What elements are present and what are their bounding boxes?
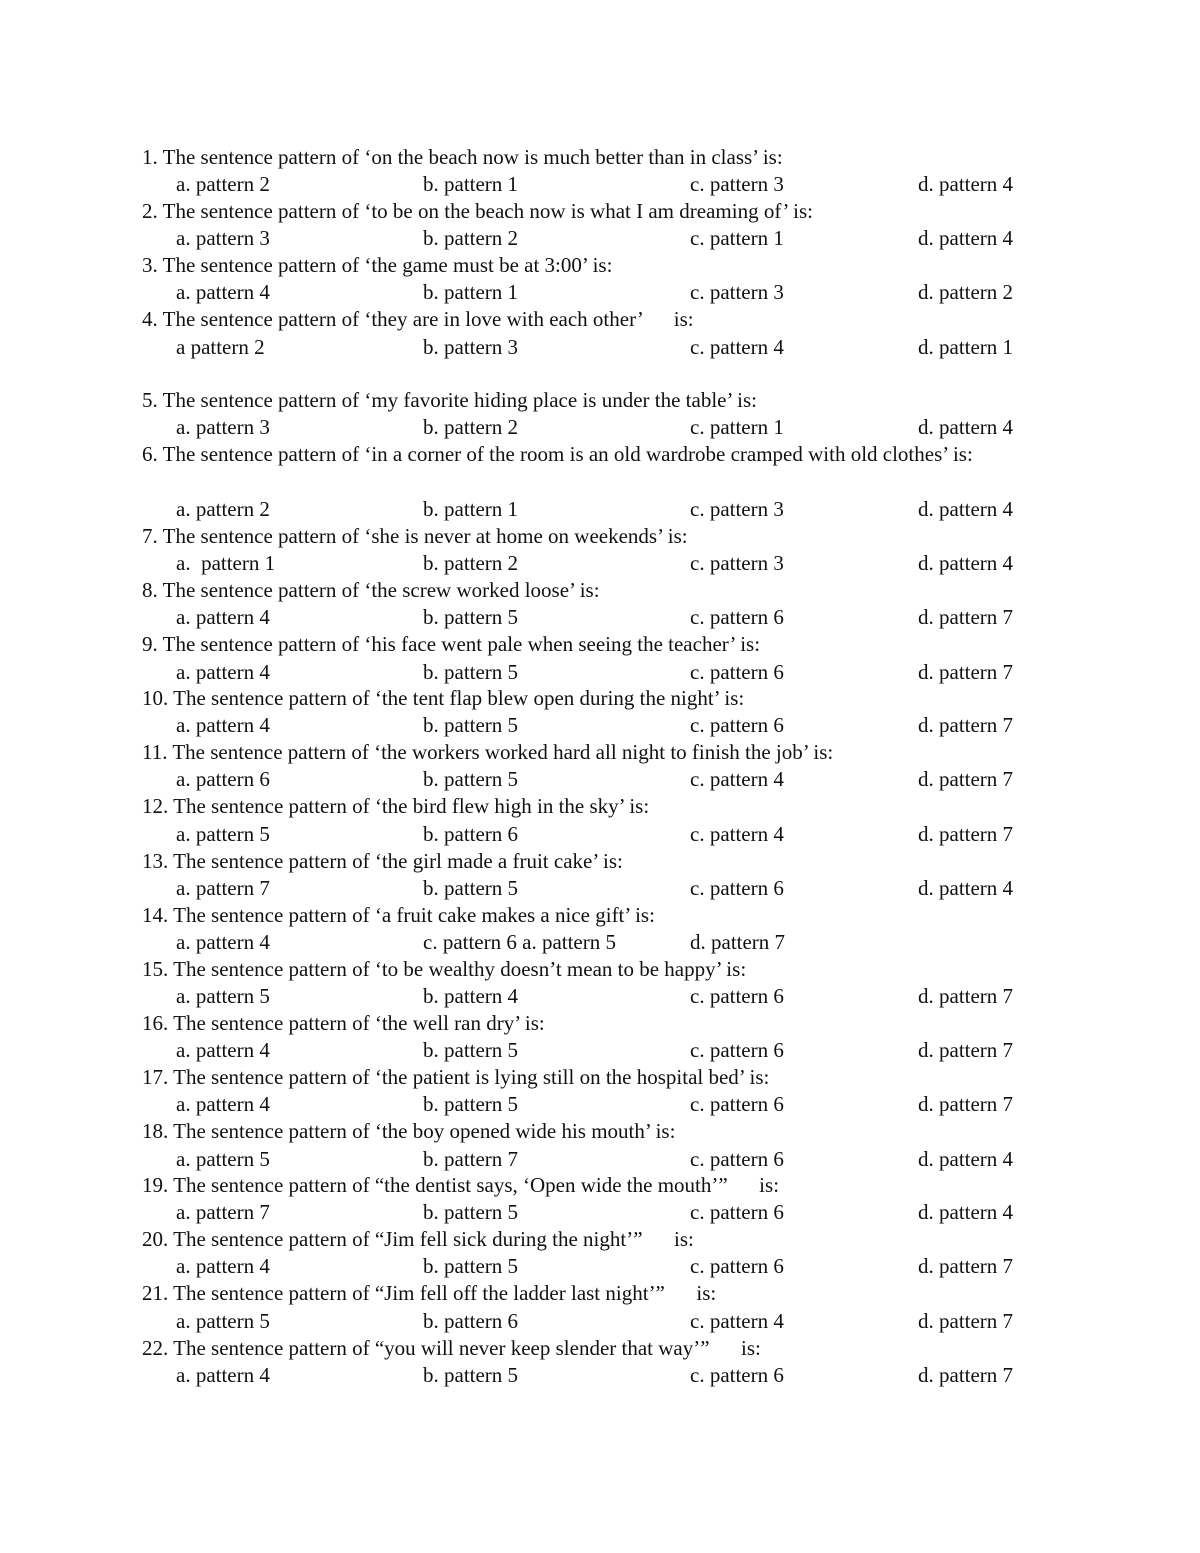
- question-text: 12. The sentence pattern of ‘the bird flew high in the sky’ is:: [142, 794, 650, 818]
- option-c: c. pattern 6: [690, 605, 784, 629]
- option-b: b. pattern 6: [423, 822, 519, 846]
- question-text: 21. The sentence pattern of “Jim fell off the ladder last night’” is:: [142, 1281, 717, 1305]
- option-a: a. pattern 3: [176, 226, 270, 250]
- question-text: 3. The sentence pattern of ‘the game must be at 3:00’ is:: [142, 253, 613, 277]
- question-text: 9. The sentence pattern of ‘his face went pale when seeing the teacher’ is:: [142, 632, 761, 656]
- option-a: a. pattern 5: [176, 984, 270, 1008]
- question-text: 13. The sentence pattern of ‘the girl made a fruit cake’ is:: [142, 849, 623, 873]
- option-a: a. pattern 3: [176, 415, 270, 439]
- option-c: c. pattern 6: [690, 1363, 784, 1387]
- question-text: 10. The sentence pattern of ‘the tent flap blew open during the night’ is:: [142, 686, 745, 710]
- question-text: 17. The sentence pattern of ‘the patient is lying still on the hospital bed’ is:: [142, 1065, 770, 1089]
- option-d: d. pattern 7: [690, 930, 786, 954]
- option-d: d. pattern 4: [918, 551, 1014, 575]
- option-d: d. pattern 7: [918, 822, 1014, 846]
- option-d: d. pattern 7: [918, 1038, 1014, 1062]
- option-c: c. pattern 6: [690, 1038, 784, 1062]
- option-d: d. pattern 4: [918, 226, 1014, 250]
- option-c: c. pattern 6: [690, 660, 784, 684]
- option-b: b. pattern 1: [423, 497, 519, 521]
- question-text: 20. The sentence pattern of “Jim fell sick during the night’” is:: [142, 1227, 694, 1251]
- option-a: a. pattern 5: [176, 1309, 270, 1333]
- option-a: a. pattern 4: [176, 280, 270, 304]
- option-d: d. pattern 7: [918, 1309, 1014, 1333]
- option-a: a. pattern 4: [176, 605, 270, 629]
- option-b: b. pattern 1: [423, 280, 519, 304]
- option-c: c. pattern 4: [690, 335, 784, 359]
- option-a: a. pattern 7: [176, 876, 270, 900]
- option-d: d. pattern 4: [918, 1147, 1014, 1171]
- option-b: b. pattern 2: [423, 415, 519, 439]
- option-b: b. pattern 5: [423, 713, 519, 737]
- option-c: c. pattern 6: [690, 1254, 784, 1278]
- option-c: c. pattern 4: [690, 822, 784, 846]
- option-d: d. pattern 7: [918, 1092, 1014, 1116]
- option-c: c. pattern 6: [690, 984, 784, 1008]
- question-text: 19. The sentence pattern of “the dentist says, ‘Open wide the mouth’” is:: [142, 1173, 780, 1197]
- option-c: c. pattern 4: [690, 767, 784, 791]
- option-c: c. pattern 6: [690, 1092, 784, 1116]
- option-b: b. pattern 5: [423, 1092, 519, 1116]
- question-text: 14. The sentence pattern of ‘a fruit cake makes a nice gift’ is:: [142, 903, 655, 927]
- option-a: a. pattern 2: [176, 497, 270, 521]
- question-text: 16. The sentence pattern of ‘the well ran dry’ is:: [142, 1011, 545, 1035]
- option-a: a. pattern 7: [176, 1200, 270, 1224]
- option-a: a. pattern 4: [176, 1038, 270, 1062]
- option-b: b. pattern 5: [423, 767, 519, 791]
- option-b: b. pattern 5: [423, 605, 519, 629]
- option-c: c. pattern 3: [690, 551, 784, 575]
- option-b: b. pattern 4: [423, 984, 519, 1008]
- question-text: 4. The sentence pattern of ‘they are in love with each other’ is:: [142, 307, 694, 331]
- option-d: d. pattern 4: [918, 1200, 1014, 1224]
- option-b: b. pattern 5: [423, 1363, 519, 1387]
- question-text: 6. The sentence pattern of ‘in a corner of the room is an old wardrobe cramped with old clothes’ is:: [142, 442, 973, 466]
- option-a: a. pattern 4: [176, 1254, 270, 1278]
- option-a: a. pattern 4: [176, 1363, 270, 1387]
- option-d: d. pattern 4: [918, 415, 1014, 439]
- option-c: c. pattern 1: [690, 415, 784, 439]
- option-a: a. pattern 4: [176, 713, 270, 737]
- option-c-a: c. pattern 6 a. pattern 5: [423, 930, 616, 954]
- option-d: d. pattern 7: [918, 660, 1014, 684]
- question-text: 15. The sentence pattern of ‘to be wealthy doesn’t mean to be happy’ is:: [142, 957, 747, 981]
- option-a: a. pattern 4: [176, 930, 270, 954]
- option-d: d. pattern 2: [918, 280, 1014, 304]
- option-b: b. pattern 7: [423, 1147, 519, 1171]
- option-b: b. pattern 3: [423, 335, 519, 359]
- option-a: a. pattern 4: [176, 660, 270, 684]
- option-c: c. pattern 6: [690, 713, 784, 737]
- option-c: c. pattern 6: [690, 876, 784, 900]
- option-a: a. pattern 5: [176, 822, 270, 846]
- option-a: a. pattern 6: [176, 767, 270, 791]
- option-a: a pattern 2: [176, 335, 265, 359]
- option-d: d. pattern 7: [918, 767, 1014, 791]
- option-b: b. pattern 5: [423, 1200, 519, 1224]
- option-a: a. pattern 5: [176, 1147, 270, 1171]
- option-b: b. pattern 2: [423, 551, 519, 575]
- option-d: d. pattern 7: [918, 1363, 1014, 1387]
- option-c: c. pattern 1: [690, 226, 784, 250]
- question-text: 2. The sentence pattern of ‘to be on the beach now is what I am dreaming of’ is:: [142, 199, 813, 223]
- option-d: d. pattern 7: [918, 1254, 1014, 1278]
- option-b: b. pattern 5: [423, 1254, 519, 1278]
- question-text: 8. The sentence pattern of ‘the screw worked loose’ is:: [142, 578, 600, 602]
- option-d: d. pattern 4: [918, 172, 1014, 196]
- option-d: d. pattern 7: [918, 984, 1014, 1008]
- option-c: c. pattern 6: [690, 1200, 784, 1224]
- option-c: c. pattern 3: [690, 280, 784, 304]
- question-text: 1. The sentence pattern of ‘on the beach now is much better than in class’ is:: [142, 145, 783, 169]
- option-a: a. pattern 2: [176, 172, 270, 196]
- option-c: c. pattern 4: [690, 1309, 784, 1333]
- option-d: d. pattern 4: [918, 876, 1014, 900]
- option-c: c. pattern 3: [690, 497, 784, 521]
- option-b: b. pattern 6: [423, 1309, 519, 1333]
- option-d: d. pattern 4: [918, 497, 1014, 521]
- question-text: 5. The sentence pattern of ‘my favorite hiding place is under the table’ is:: [142, 388, 758, 412]
- option-c: c. pattern 6: [690, 1147, 784, 1171]
- option-d: d. pattern 7: [918, 605, 1014, 629]
- option-a: a. pattern 1: [176, 551, 276, 575]
- question-text: 11. The sentence pattern of ‘the workers worked hard all night to finish the job’ is:: [142, 740, 834, 764]
- option-b: b. pattern 2: [423, 226, 519, 250]
- option-b: b. pattern 1: [423, 172, 519, 196]
- option-b: b. pattern 5: [423, 1038, 519, 1062]
- option-b: b. pattern 5: [423, 876, 519, 900]
- option-d: d. pattern 1: [918, 335, 1014, 359]
- question-text: 18. The sentence pattern of ‘the boy opened wide his mouth’ is:: [142, 1119, 676, 1143]
- question-text: 7. The sentence pattern of ‘she is never at home on weekends’ is:: [142, 524, 688, 548]
- option-b: b. pattern 5: [423, 660, 519, 684]
- question-text: 22. The sentence pattern of “you will never keep slender that way’” is:: [142, 1336, 761, 1360]
- option-a: a. pattern 4: [176, 1092, 270, 1116]
- option-c: c. pattern 3: [690, 172, 784, 196]
- option-d: d. pattern 7: [918, 713, 1014, 737]
